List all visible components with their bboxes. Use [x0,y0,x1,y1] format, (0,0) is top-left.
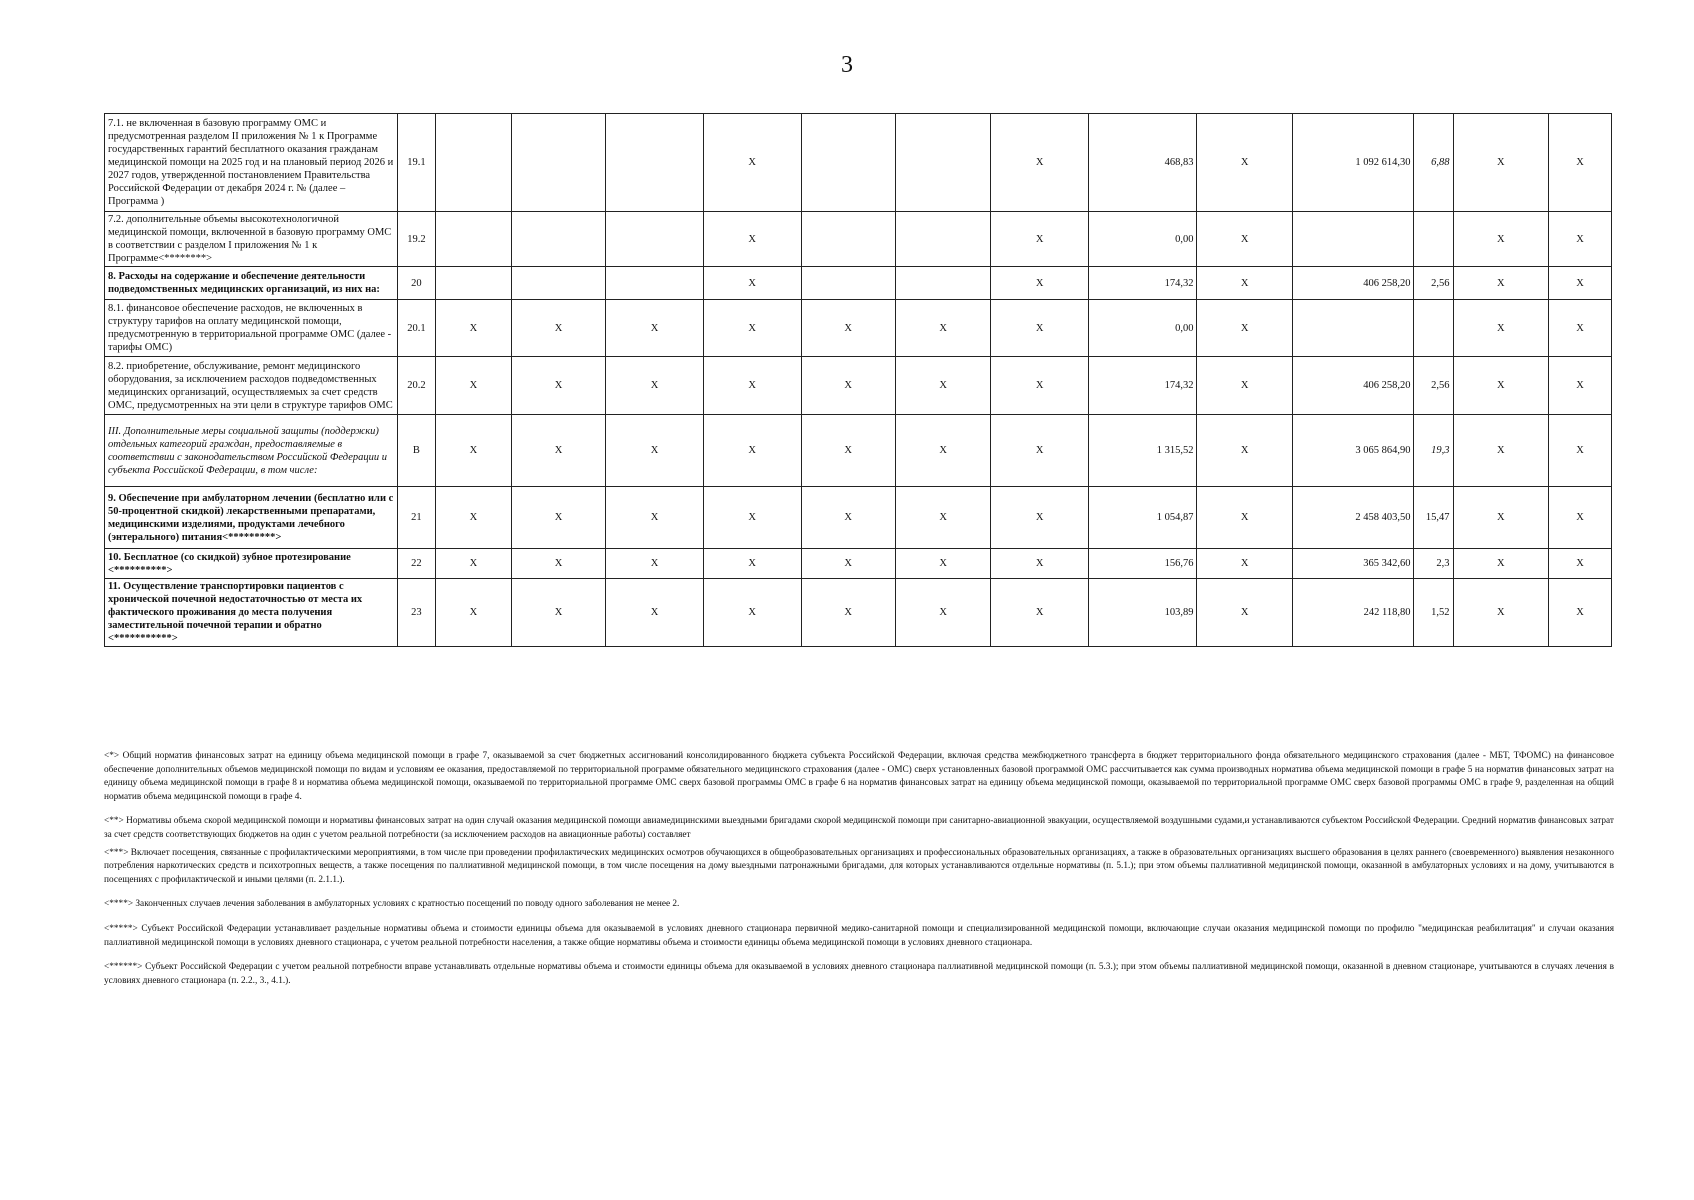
row-code: 20.1 [397,300,435,357]
cell-c11: X [1197,114,1292,212]
cell-c9: X [991,357,1089,415]
cell-c3: X [435,579,511,647]
cell-c15: X [1548,487,1611,549]
cell-c8: X [895,415,990,487]
cell-c4 [511,267,605,300]
cell-c8: X [895,549,990,579]
cell-c5: X [606,415,704,487]
cell-c13: 2,56 [1414,267,1453,300]
cell-c10: 468,83 [1089,114,1197,212]
cell-c15: X [1548,114,1611,212]
cell-c12: 2 458 403,50 [1292,487,1414,549]
cell-c6: X [703,415,801,487]
cell-c12: 3 065 864,90 [1292,415,1414,487]
cell-c6: X [703,487,801,549]
cell-c6: X [703,579,801,647]
cell-c3: X [435,300,511,357]
cell-c10: 1 054,87 [1089,487,1197,549]
cell-c3 [435,114,511,212]
cell-c13: 15,47 [1414,487,1453,549]
cell-c4 [511,212,605,267]
cell-c7 [801,212,895,267]
row-name: III. Дополнительные меры социальной защиты (поддержки) отдельных категорий граждан, предоставляемые в соответствии с законодательством Российской Федерации и субъекта Российской Федерации, в том числе: [105,415,398,487]
cell-c10: 0,00 [1089,212,1197,267]
cell-c14: X [1453,267,1548,300]
cell-c11: X [1197,212,1292,267]
cell-c15: X [1548,415,1611,487]
cell-c4: X [511,415,605,487]
cell-c14: X [1453,487,1548,549]
cell-c8 [895,267,990,300]
cell-c9: X [991,212,1089,267]
cell-c14: X [1453,300,1548,357]
cell-c3: X [435,549,511,579]
cell-c14: X [1453,579,1548,647]
footnote-2: <**> Нормативы объема скорой медицинской помощи и нормативы финансовых затрат на один случай оказания медицинской помощи авиамедицинскими выездными бригадами скорой медицинской помощи при санитарно-авиационной эвакуации, осуществляемой воздушными судами,и устанавливаются субъектом Российской Федерации. Средний норматив финансовых затрат за счет средств соответствующих бюджетов на один с учетом реальной потребности (за исключением расходов на авиационные работы) составляет [104,816,1614,840]
row-name: 11. Осуществление транспортировки пациентов с хронической почечной недостаточностью от места их фактического проживания до места получения заместительной почечной терапии и обратно <***********> [105,579,398,647]
cell-c9: X [991,549,1089,579]
cell-c13: 6,88 [1414,114,1453,212]
cell-c11: X [1197,267,1292,300]
table-row [105,579,1612,647]
cell-c4: X [511,549,605,579]
cell-c3: X [435,357,511,415]
cell-c5: X [606,549,704,579]
cell-c13: 2,3 [1414,549,1453,579]
row-name: 7.1. не включенная в базовую программу ОМС и предусмотренная разделом II приложения № 1 к Программе государственных гарантий бесплатного оказания гражданам медицинской помощи на 2025 год и на плановый период 2026 и 2027 годов, утвержденной постановлением Правительства Российской Федерации от декабря 2024 г. № (далее – Программа ) [105,114,398,212]
cell-c8: X [895,300,990,357]
cell-c7: X [801,579,895,647]
cell-c15: X [1548,267,1611,300]
row-code: В [397,415,435,487]
cell-c3 [435,267,511,300]
cell-c8: X [895,579,990,647]
footnote-3: <***> Включает посещения, связанные с профилактическими мероприятиями, в том числе при проведении профилактических медицинских осмотров обучающихся в общеобразовательных организациях и профессиональных образовательных организациях, а также в образовательных организациях высшего образования в целях раннего (своевременного) выявления незаконного потребления наркотических средств и психотропных веществ, а также посещения по паллиативной медицинской помощи, в том числе посещения на дому выездными патронажными бригадами, для которых устанавливаются отдельные нормативы (п. 5.1.); при этом объемы паллиативной медицинской помощи, оказанной в амбулаторных условиях и на дому, учитываются в посещениях с профилактической и иными целями (п. 2.1.1.). [104,847,1614,885]
cell-c8: X [895,357,990,415]
cell-c13: 1,52 [1414,579,1453,647]
cell-c6: X [703,212,801,267]
cell-c10: 0,00 [1089,300,1197,357]
row-name: 8.1. финансовое обеспечение расходов, не включенных в структуру тарифов на оплату медицинской помощи, предусмотренную в территориальной программе ОМС (далее - тарифы ОМС) [105,300,398,357]
cell-c7 [801,114,895,212]
table-row [105,357,1612,415]
cell-c6: X [703,114,801,212]
cell-c14: X [1453,549,1548,579]
cell-c7: X [801,549,895,579]
cell-c6: X [703,300,801,357]
row-code: 19.1 [397,114,435,212]
cell-c14: X [1453,415,1548,487]
cell-c4 [511,114,605,212]
cell-c4: X [511,579,605,647]
row-name: 9. Обеспечение при амбулаторном лечении (бесплатно или с 50-процентной скидкой) лекарственными препаратами, медицинскими изделиями, продуктами лечебного (энтерального) питания<*********> [105,487,398,549]
cell-c7: X [801,300,895,357]
cell-c6: X [703,549,801,579]
cell-c10: 174,32 [1089,357,1197,415]
cell-c12 [1292,212,1414,267]
cell-c10: 103,89 [1089,579,1197,647]
cell-c5: X [606,300,704,357]
cell-c10: 156,76 [1089,549,1197,579]
cell-c11: X [1197,300,1292,357]
cell-c12: 406 258,20 [1292,357,1414,415]
cell-c12 [1292,300,1414,357]
cell-c7: X [801,357,895,415]
cell-c7: X [801,415,895,487]
table-row [105,300,1612,357]
row-code: 22 [397,549,435,579]
table-row [105,114,1612,212]
cell-c11: X [1197,415,1292,487]
cell-c9: X [991,579,1089,647]
footnote-1: <*> Общий норматив финансовых затрат на единицу объема медицинской помощи в графе 7, оказываемой за счет бюджетных ассигнований консолидированного бюджета субъекта Российской Федерации, включая средства межбюджетного трансферта в бюджет территориального фонда обязательного медицинского страхования (далее - МБТ, ТФОМС) на финансовое обеспечение дополнительных объемов медицинской помощи по видам и условиям ее оказания, предоставляемой по территориальной программе обязательного медицинского страхования (далее - ОМС) сверх установленных базовой программой ОМС рассчитывается как сумма производных норматива объема медицинской помощи в графе 5 на норматив финансовых затрат на единицу объема медицинской помощи в графе 8 и норматива объема медицинской помощи, оказываемой по территориальной программе ОМС сверх базовой программы ОМС в графе 6 на норматив финансовых затрат на единицу объема медицинской помощи, оказываемой по территориальной программе ОМС сверх базовой программы ОМС в графе 9, разделенная на общий норматив объема медицинской помощи в графе 4. [104,751,1614,802]
cell-c8: X [895,487,990,549]
cell-c12: 1 092 614,30 [1292,114,1414,212]
cell-c6: X [703,357,801,415]
table-row [105,415,1612,487]
cell-c9: X [991,415,1089,487]
cell-c12: 242 118,80 [1292,579,1414,647]
cell-c4: X [511,487,605,549]
cell-c10: 1 315,52 [1089,415,1197,487]
cell-c7: X [801,487,895,549]
footnote-6: <******> Субъект Российской Федерации с учетом реальной потребности вправе устанавливать отдельные нормативы объема и стоимости единицы объема для оказываемой в условиях дневного стационара паллиативной медицинской помощи (п. 5.3.); при этом объемы паллиативной медицинской помощи, оказанной в дневном стационаре, учитываются в случаях лечения в условиях дневного стационара (п. 2.2., 3., 4.1.). [104,962,1614,986]
cell-c11: X [1197,357,1292,415]
cell-c3 [435,212,511,267]
cell-c11: X [1197,487,1292,549]
footnote-5: <*****> Субъект Российской Федерации устанавливает раздельные нормативы объема и стоимости единицы объема для оказываемой в условиях дневного стационара первичной медико-санитарной помощи и специализированной медицинской помощи, включающие случаи оказания медицинской помощи по профилю "медицинская реабилитация" и случаи оказания паллиативной медицинской помощи в условиях дневного стационара, с учетом реальной потребности населения, а также общие нормативы объема и стоимости единицы объема медицинской помощи в условиях дневного стационара. [104,923,1614,948]
cell-c4: X [511,300,605,357]
cell-c12: 365 342,60 [1292,549,1414,579]
cell-c15: X [1548,357,1611,415]
table-row [105,549,1612,579]
cell-c15: X [1548,549,1611,579]
cell-c14: X [1453,357,1548,415]
cell-c5 [606,212,704,267]
row-code: 23 [397,579,435,647]
page-number: 3 [841,52,853,78]
cell-c3: X [435,415,511,487]
row-name: 8.2. приобретение, обслуживание, ремонт медицинского оборудования, за исключением расходов подведомственных медицинских организаций, осуществляемых за счет средств ОМС, предусмотренных на эти цели в структуре тарифов ОМС [105,357,398,415]
cell-c5 [606,114,704,212]
row-name: 8. Расходы на содержание и обеспечение деятельности подведомственных медицинских организаций, из них на: [105,267,398,300]
cell-c12: 406 258,20 [1292,267,1414,300]
row-code: 19.2 [397,212,435,267]
table-row [105,212,1612,267]
cell-c7 [801,267,895,300]
cell-c8 [895,114,990,212]
cell-c13: 2,56 [1414,357,1453,415]
cell-c9: X [991,487,1089,549]
cell-c5: X [606,487,704,549]
norms-table [104,113,1612,647]
row-name: 10. Бесплатное (со скидкой) зубное протезирование <**********> [105,549,398,579]
cell-c14: X [1453,212,1548,267]
cell-c4: X [511,357,605,415]
cell-c15: X [1548,212,1611,267]
cell-c5: X [606,579,704,647]
cell-c13 [1414,300,1453,357]
row-code: 20.2 [397,357,435,415]
cell-c11: X [1197,579,1292,647]
cell-c15: X [1548,300,1611,357]
cell-c9: X [991,267,1089,300]
cell-c8 [895,212,990,267]
cell-c13: 19,3 [1414,415,1453,487]
cell-c11: X [1197,549,1292,579]
cell-c9: X [991,114,1089,212]
table-body [105,114,1612,647]
cell-c10: 174,32 [1089,267,1197,300]
cell-c5: X [606,357,704,415]
row-code: 21 [397,487,435,549]
cell-c13 [1414,212,1453,267]
cell-c14: X [1453,114,1548,212]
table-row [105,267,1612,300]
cell-c5 [606,267,704,300]
row-code: 20 [397,267,435,300]
cell-c9: X [991,300,1089,357]
cell-c15: X [1548,579,1611,647]
cell-c6: X [703,267,801,300]
row-name: 7.2. дополнительные объемы высокотехнологичной медицинской помощи, включенной в базовую программу ОМС в соответствии с разделом I приложения № 1 к Программе<********> [105,212,398,267]
table-row [105,487,1612,549]
cell-c3: X [435,487,511,549]
footnotes [104,750,1614,999]
footnote-4: <****> Законченных случаев лечения заболевания в амбулаторных условиях с кратностью посещений по поводу одного заболевания не менее 2. [104,899,680,910]
